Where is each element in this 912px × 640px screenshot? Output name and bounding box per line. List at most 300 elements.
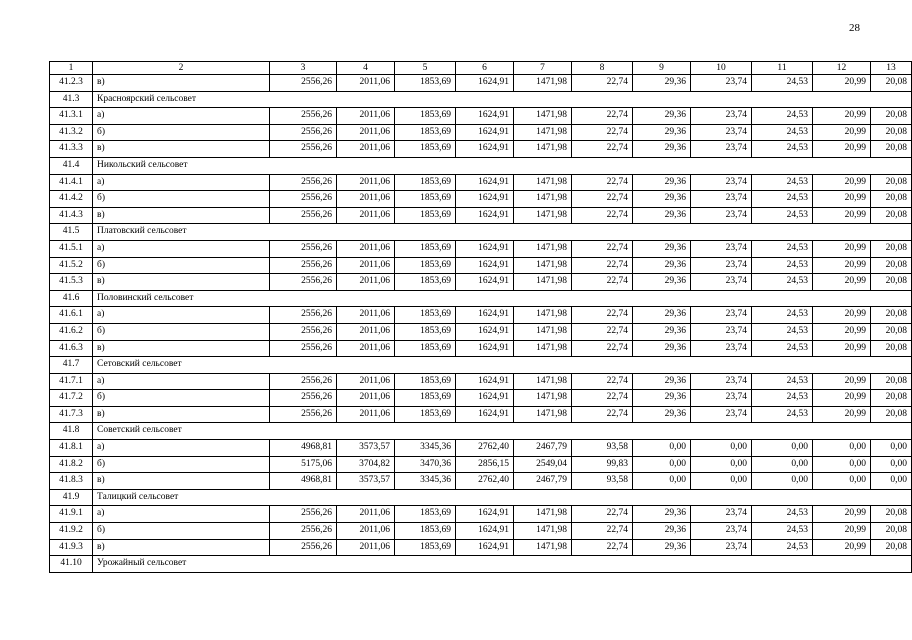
value-cell: 23,74 (691, 373, 752, 390)
value-cell: 23,74 (691, 523, 752, 540)
value-cell: 1471,98 (514, 240, 572, 257)
section-title: Красноярский сельсовет (93, 91, 912, 108)
row-code: 41.4 (50, 157, 93, 174)
table-row (50, 240, 912, 257)
value-cell: 1471,98 (514, 257, 572, 274)
row-code: 41.4.2 (50, 191, 93, 208)
value-cell: 1853,69 (395, 340, 456, 357)
value-cell: 24,53 (752, 539, 813, 556)
value-cell: 2556,26 (270, 257, 337, 274)
row-code: 41.6 (50, 290, 93, 307)
value-cell: 2556,26 (270, 340, 337, 357)
value-cell: 2556,26 (270, 240, 337, 257)
value-cell: 20,99 (813, 191, 871, 208)
row-code: 41.4.1 (50, 174, 93, 191)
row-letter: б) (93, 191, 270, 208)
value-cell: 22,74 (572, 307, 633, 324)
value-cell: 1624,91 (456, 75, 514, 92)
value-cell: 0,00 (752, 456, 813, 473)
value-cell: 29,36 (633, 191, 691, 208)
table-row (50, 191, 912, 208)
table-row (50, 473, 912, 490)
value-cell: 2467,79 (514, 440, 572, 457)
row-letter: б) (93, 390, 270, 407)
value-cell: 22,74 (572, 240, 633, 257)
value-cell: 20,99 (813, 373, 871, 390)
table-row (50, 124, 912, 141)
value-cell: 22,74 (572, 108, 633, 125)
value-cell: 29,36 (633, 307, 691, 324)
row-code: 41.7.1 (50, 373, 93, 390)
value-cell: 0,00 (633, 456, 691, 473)
value-cell: 2556,26 (270, 174, 337, 191)
row-code: 41.9.2 (50, 523, 93, 540)
row-letter: в) (93, 207, 270, 224)
column-header: 3 (270, 62, 337, 75)
value-cell: 1471,98 (514, 108, 572, 125)
section-row (50, 224, 912, 241)
value-cell: 2556,26 (270, 191, 337, 208)
value-cell: 1853,69 (395, 406, 456, 423)
value-cell: 1471,98 (514, 207, 572, 224)
row-letter: в) (93, 473, 270, 490)
column-header: 2 (93, 62, 270, 75)
value-cell: 23,74 (691, 307, 752, 324)
value-cell: 93,58 (572, 440, 633, 457)
value-cell: 2011,06 (337, 240, 395, 257)
value-cell: 29,36 (633, 75, 691, 92)
value-cell: 29,36 (633, 174, 691, 191)
value-cell: 29,36 (633, 274, 691, 291)
row-code: 41.6.3 (50, 340, 93, 357)
value-cell: 1471,98 (514, 406, 572, 423)
value-cell: 29,36 (633, 373, 691, 390)
value-cell: 24,53 (752, 506, 813, 523)
row-code: 41.5.2 (50, 257, 93, 274)
row-letter: а) (93, 506, 270, 523)
value-cell: 1624,91 (456, 390, 514, 407)
value-cell: 24,53 (752, 323, 813, 340)
value-cell: 29,36 (633, 523, 691, 540)
row-code: 41.3.2 (50, 124, 93, 141)
value-cell: 1471,98 (514, 124, 572, 141)
section-row (50, 556, 912, 573)
section-row (50, 290, 912, 307)
value-cell: 2011,06 (337, 174, 395, 191)
value-cell: 2011,06 (337, 191, 395, 208)
value-cell: 1471,98 (514, 274, 572, 291)
value-cell: 29,36 (633, 323, 691, 340)
value-cell: 20,99 (813, 340, 871, 357)
table-row (50, 373, 912, 390)
column-header: 7 (514, 62, 572, 75)
value-cell: 22,74 (572, 323, 633, 340)
value-cell: 3470,36 (395, 456, 456, 473)
value-cell: 22,74 (572, 539, 633, 556)
table-row (50, 323, 912, 340)
row-code: 41.7 (50, 357, 93, 374)
value-cell: 20,08 (871, 274, 912, 291)
value-cell: 24,53 (752, 274, 813, 291)
value-cell: 20,99 (813, 307, 871, 324)
value-cell: 20,99 (813, 523, 871, 540)
value-cell: 1471,98 (514, 174, 572, 191)
value-cell: 29,36 (633, 141, 691, 158)
value-cell: 20,08 (871, 108, 912, 125)
value-cell: 1853,69 (395, 191, 456, 208)
value-cell: 2856,15 (456, 456, 514, 473)
value-cell: 2011,06 (337, 340, 395, 357)
value-cell: 1471,98 (514, 373, 572, 390)
value-cell: 1624,91 (456, 406, 514, 423)
row-letter: а) (93, 373, 270, 390)
table-row (50, 390, 912, 407)
value-cell: 20,99 (813, 323, 871, 340)
row-code: 41.6.1 (50, 307, 93, 324)
value-cell: 1624,91 (456, 506, 514, 523)
value-cell: 23,74 (691, 406, 752, 423)
value-cell: 1853,69 (395, 141, 456, 158)
row-code: 41.5.1 (50, 240, 93, 257)
value-cell: 20,08 (871, 124, 912, 141)
row-code: 41.7.3 (50, 406, 93, 423)
value-cell: 3345,36 (395, 473, 456, 490)
value-cell: 2762,40 (456, 440, 514, 457)
row-code: 41.8 (50, 423, 93, 440)
value-cell: 93,58 (572, 473, 633, 490)
value-cell: 2556,26 (270, 141, 337, 158)
value-cell: 2556,26 (270, 124, 337, 141)
value-cell: 2011,06 (337, 207, 395, 224)
value-cell: 24,53 (752, 340, 813, 357)
value-cell: 2556,26 (270, 307, 337, 324)
value-cell: 23,74 (691, 191, 752, 208)
row-code: 41.5.3 (50, 274, 93, 291)
value-cell: 2011,06 (337, 323, 395, 340)
value-cell: 22,74 (572, 257, 633, 274)
value-cell: 2011,06 (337, 124, 395, 141)
value-cell: 1624,91 (456, 307, 514, 324)
section-title: Половинский сельсовет (93, 290, 912, 307)
value-cell: 1624,91 (456, 523, 514, 540)
table-row (50, 440, 912, 457)
value-cell: 1624,91 (456, 191, 514, 208)
value-cell: 20,08 (871, 207, 912, 224)
value-cell: 2011,06 (337, 406, 395, 423)
section-row (50, 489, 912, 506)
value-cell: 20,99 (813, 124, 871, 141)
table-row (50, 257, 912, 274)
value-cell: 1624,91 (456, 340, 514, 357)
value-cell: 1624,91 (456, 124, 514, 141)
value-cell: 1853,69 (395, 274, 456, 291)
value-cell: 1853,69 (395, 257, 456, 274)
value-cell: 2011,06 (337, 506, 395, 523)
section-row (50, 157, 912, 174)
value-cell: 24,53 (752, 75, 813, 92)
value-cell: 1853,69 (395, 373, 456, 390)
value-cell: 0,00 (871, 456, 912, 473)
row-code: 41.3.3 (50, 141, 93, 158)
value-cell: 0,00 (752, 440, 813, 457)
value-cell: 20,99 (813, 141, 871, 158)
value-cell: 20,99 (813, 257, 871, 274)
column-header: 1 (50, 62, 93, 75)
value-cell: 20,99 (813, 506, 871, 523)
value-cell: 1853,69 (395, 75, 456, 92)
value-cell: 1471,98 (514, 141, 572, 158)
value-cell: 22,74 (572, 390, 633, 407)
value-cell: 1624,91 (456, 539, 514, 556)
value-cell: 2011,06 (337, 141, 395, 158)
value-cell: 2011,06 (337, 539, 395, 556)
row-code: 41.8.2 (50, 456, 93, 473)
section-row (50, 423, 912, 440)
column-header: 9 (633, 62, 691, 75)
value-cell: 29,36 (633, 108, 691, 125)
value-cell: 23,74 (691, 124, 752, 141)
table-row (50, 523, 912, 540)
table-row (50, 274, 912, 291)
row-letter: в) (93, 141, 270, 158)
value-cell: 1471,98 (514, 390, 572, 407)
value-cell: 2011,06 (337, 523, 395, 540)
value-cell: 1471,98 (514, 307, 572, 324)
value-cell: 22,74 (572, 75, 633, 92)
value-cell: 23,74 (691, 207, 752, 224)
section-title: Талицкий сельсовет (93, 489, 912, 506)
value-cell: 1624,91 (456, 373, 514, 390)
value-cell: 2556,26 (270, 75, 337, 92)
value-cell: 1853,69 (395, 240, 456, 257)
value-cell: 2556,26 (270, 406, 337, 423)
value-cell: 20,08 (871, 406, 912, 423)
value-cell: 20,99 (813, 108, 871, 125)
value-cell: 1471,98 (514, 323, 572, 340)
value-cell: 1624,91 (456, 274, 514, 291)
value-cell: 1624,91 (456, 323, 514, 340)
row-code: 41.8.3 (50, 473, 93, 490)
table-body (50, 62, 912, 573)
value-cell: 22,74 (572, 274, 633, 291)
value-cell: 1471,98 (514, 75, 572, 92)
value-cell: 1853,69 (395, 323, 456, 340)
value-cell: 1471,98 (514, 340, 572, 357)
value-cell: 2011,06 (337, 257, 395, 274)
value-cell: 20,08 (871, 523, 912, 540)
value-cell: 29,36 (633, 406, 691, 423)
value-cell: 1624,91 (456, 257, 514, 274)
value-cell: 23,74 (691, 390, 752, 407)
value-cell: 1853,69 (395, 207, 456, 224)
value-cell: 20,99 (813, 406, 871, 423)
value-cell: 22,74 (572, 523, 633, 540)
row-code: 41.4.3 (50, 207, 93, 224)
value-cell: 29,36 (633, 240, 691, 257)
value-cell: 20,08 (871, 307, 912, 324)
value-cell: 2011,06 (337, 373, 395, 390)
value-cell: 24,53 (752, 141, 813, 158)
value-cell: 22,74 (572, 141, 633, 158)
value-cell: 99,83 (572, 456, 633, 473)
value-cell: 1853,69 (395, 108, 456, 125)
row-letter: в) (93, 539, 270, 556)
value-cell: 29,36 (633, 539, 691, 556)
value-cell: 0,00 (813, 440, 871, 457)
value-cell: 20,08 (871, 141, 912, 158)
value-cell: 29,36 (633, 506, 691, 523)
value-cell: 23,74 (691, 323, 752, 340)
row-letter: б) (93, 323, 270, 340)
row-letter: в) (93, 274, 270, 291)
row-code: 41.9.1 (50, 506, 93, 523)
value-cell: 0,00 (691, 456, 752, 473)
value-cell: 2467,79 (514, 473, 572, 490)
value-cell: 2556,26 (270, 108, 337, 125)
row-code: 41.6.2 (50, 323, 93, 340)
value-cell: 2556,26 (270, 274, 337, 291)
value-cell: 20,08 (871, 539, 912, 556)
column-header: 5 (395, 62, 456, 75)
value-cell: 23,74 (691, 257, 752, 274)
value-cell: 2556,26 (270, 390, 337, 407)
value-cell: 29,36 (633, 340, 691, 357)
tariff-table (49, 61, 912, 573)
row-letter: в) (93, 340, 270, 357)
section-row (50, 357, 912, 374)
row-letter: а) (93, 307, 270, 324)
value-cell: 3345,36 (395, 440, 456, 457)
row-letter: б) (93, 124, 270, 141)
value-cell: 2549,04 (514, 456, 572, 473)
value-cell: 1471,98 (514, 523, 572, 540)
row-letter: в) (93, 406, 270, 423)
table-row (50, 307, 912, 324)
value-cell: 1853,69 (395, 174, 456, 191)
value-cell: 0,00 (691, 473, 752, 490)
value-cell: 22,74 (572, 373, 633, 390)
value-cell: 20,08 (871, 191, 912, 208)
value-cell: 29,36 (633, 390, 691, 407)
value-cell: 20,08 (871, 506, 912, 523)
row-letter: а) (93, 108, 270, 125)
section-title: Урожайный сельсовет (93, 556, 912, 573)
value-cell: 2011,06 (337, 75, 395, 92)
value-cell: 5175,06 (270, 456, 337, 473)
table-row (50, 207, 912, 224)
value-cell: 4968,81 (270, 473, 337, 490)
value-cell: 3704,82 (337, 456, 395, 473)
table-row (50, 174, 912, 191)
value-cell: 20,08 (871, 257, 912, 274)
value-cell: 3573,57 (337, 473, 395, 490)
value-cell: 1624,91 (456, 108, 514, 125)
value-cell: 24,53 (752, 108, 813, 125)
value-cell: 0,00 (691, 440, 752, 457)
value-cell: 2011,06 (337, 274, 395, 291)
value-cell: 29,36 (633, 207, 691, 224)
column-header: 10 (691, 62, 752, 75)
row-code: 41.3.1 (50, 108, 93, 125)
section-title: Платовский сельсовет (93, 224, 912, 241)
value-cell: 20,99 (813, 174, 871, 191)
value-cell: 23,74 (691, 141, 752, 158)
table-row (50, 108, 912, 125)
value-cell: 20,08 (871, 75, 912, 92)
value-cell: 1471,98 (514, 191, 572, 208)
value-cell: 20,08 (871, 174, 912, 191)
value-cell: 20,08 (871, 373, 912, 390)
value-cell: 23,74 (691, 274, 752, 291)
value-cell: 2011,06 (337, 307, 395, 324)
column-header: 11 (752, 62, 813, 75)
value-cell: 1624,91 (456, 207, 514, 224)
value-cell: 1853,69 (395, 506, 456, 523)
value-cell: 20,99 (813, 75, 871, 92)
value-cell: 1853,69 (395, 523, 456, 540)
value-cell: 2556,26 (270, 523, 337, 540)
table-row (50, 340, 912, 357)
value-cell: 23,74 (691, 240, 752, 257)
section-title: Сетовский сельсовет (93, 357, 912, 374)
value-cell: 22,74 (572, 174, 633, 191)
value-cell: 29,36 (633, 124, 691, 141)
value-cell: 24,53 (752, 307, 813, 324)
value-cell: 2556,26 (270, 539, 337, 556)
value-cell: 22,74 (572, 207, 633, 224)
value-cell: 4968,81 (270, 440, 337, 457)
value-cell: 2011,06 (337, 390, 395, 407)
value-cell: 2556,26 (270, 323, 337, 340)
value-cell: 23,74 (691, 539, 752, 556)
value-cell: 1471,98 (514, 539, 572, 556)
column-header: 13 (871, 62, 912, 75)
value-cell: 24,53 (752, 207, 813, 224)
value-cell: 20,08 (871, 323, 912, 340)
row-letter: б) (93, 456, 270, 473)
value-cell: 24,53 (752, 257, 813, 274)
value-cell: 2556,26 (270, 207, 337, 224)
value-cell: 20,08 (871, 340, 912, 357)
value-cell: 0,00 (813, 473, 871, 490)
value-cell: 0,00 (871, 473, 912, 490)
value-cell: 23,74 (691, 174, 752, 191)
column-header: 8 (572, 62, 633, 75)
column-header: 6 (456, 62, 514, 75)
value-cell: 24,53 (752, 124, 813, 141)
row-code: 41.10 (50, 556, 93, 573)
value-cell: 20,08 (871, 390, 912, 407)
value-cell: 0,00 (633, 473, 691, 490)
value-cell: 23,74 (691, 340, 752, 357)
row-code: 41.3 (50, 91, 93, 108)
value-cell: 20,08 (871, 240, 912, 257)
value-cell: 0,00 (871, 440, 912, 457)
value-cell: 20,99 (813, 274, 871, 291)
table-row (50, 406, 912, 423)
value-cell: 20,99 (813, 539, 871, 556)
value-cell: 1853,69 (395, 539, 456, 556)
value-cell: 1471,98 (514, 506, 572, 523)
page-number: 28 (849, 22, 860, 34)
value-cell: 2556,26 (270, 373, 337, 390)
table-row (50, 141, 912, 158)
value-cell: 1624,91 (456, 141, 514, 158)
row-code: 41.2.3 (50, 75, 93, 92)
section-title: Советский сельсовет (93, 423, 912, 440)
row-code: 41.7.2 (50, 390, 93, 407)
value-cell: 0,00 (813, 456, 871, 473)
